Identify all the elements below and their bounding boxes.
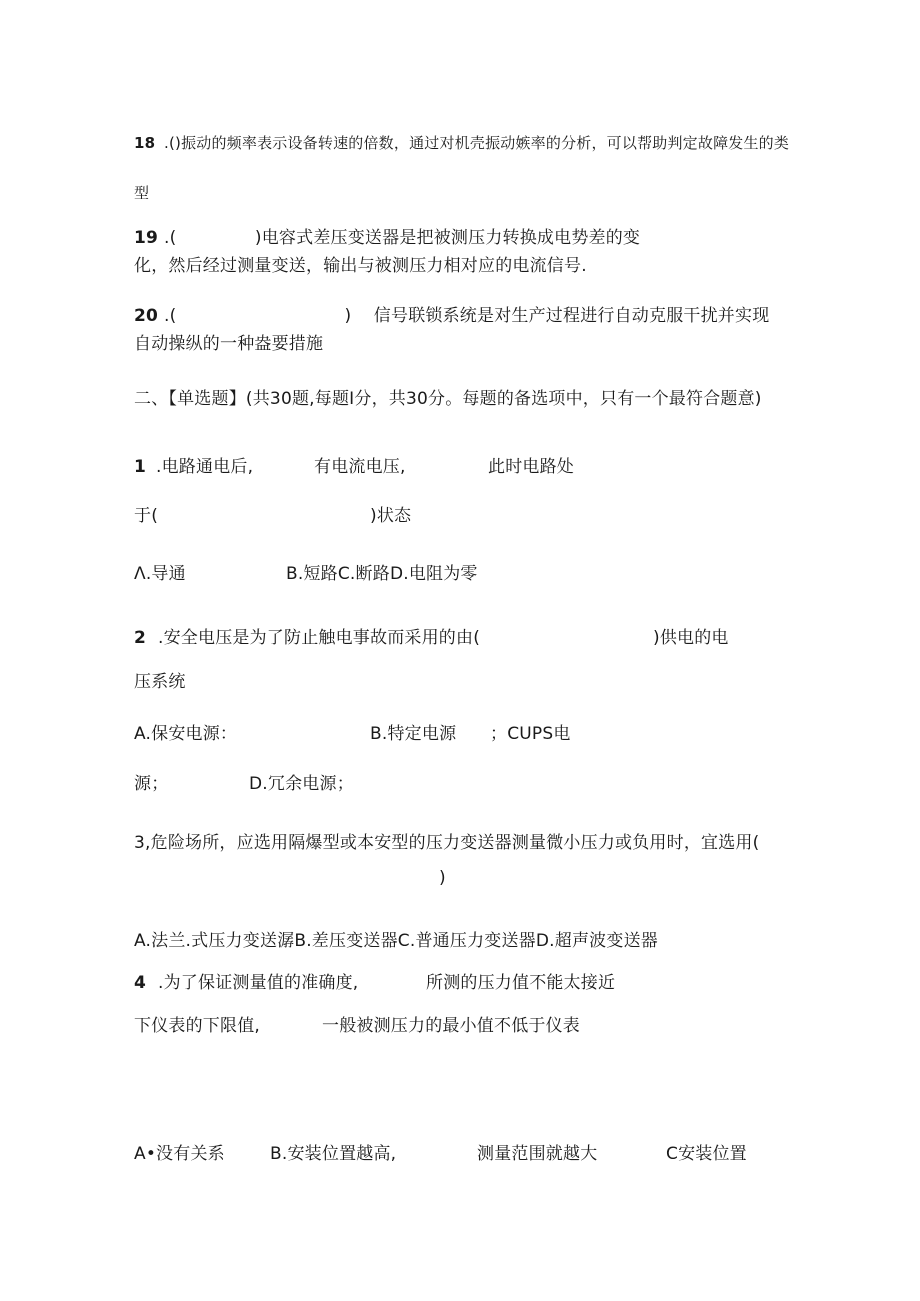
mc-question-4-option-c: C安装位置 <box>666 1144 747 1164</box>
mc-question-1-text-c: 此时电路处 <box>488 457 574 477</box>
mc-question-4-text-b: 所测的压力值不能太接近 <box>426 973 616 993</box>
mc-question-1-line2-b: )状态 <box>370 506 412 526</box>
mc-question-4-number: 4 <box>134 973 147 993</box>
mc-question-2-text-a: .安全电压是为了防止触电事故而采用的由( <box>158 628 481 648</box>
mc-question-2-text-b: )供电的电 <box>653 628 729 648</box>
mc-question-2-line2: 压系统 <box>134 672 186 692</box>
mc-question-1-text-a: .电路通电后, <box>156 457 254 477</box>
mc-question-4-text-a: .为了保证测量值的准确度, <box>158 973 359 993</box>
mc-question-2-number: 2 <box>134 628 147 648</box>
mc-question-4-option-a: A•没有关系 <box>134 1144 225 1164</box>
question-19-number: 19 <box>134 228 159 248</box>
mc-question-2-option-c: ；CUPS电 <box>490 724 571 744</box>
mc-question-1-line2-a: 于( <box>134 506 159 526</box>
mc-question-3-line2: ) <box>439 868 446 888</box>
mc-question-4-line2-a: 下仪表的下限值, <box>134 1016 261 1036</box>
mc-question-1-option-a: Λ.导通 <box>134 564 186 584</box>
mc-question-2-option-b: B.特定电源 <box>370 724 457 744</box>
mc-question-3-options: A.法兰.式压力变送潺B.差压变送器C.普通压力变送器D.超声波变送器 <box>134 931 658 951</box>
mc-question-1-options-bcd: B.短路C.断路D.电阻为零 <box>286 564 478 584</box>
mc-question-4-option-b: B.安装位置越高, <box>270 1144 397 1164</box>
mc-question-3-text: 3,危险场所，应选用隔爆型或本安型的压力变送器测量微小压力或负用时，宜选用( <box>134 833 760 853</box>
mc-question-4-option-b-continued: 测量范围就越大 <box>477 1144 598 1164</box>
question-18-text: .()振动的频率表示设备转速的倍数，通过对机壳振动嫉率的分析，可以帮助判定故障发生的类 <box>164 134 790 152</box>
mc-question-2-option-c-continued: 源； <box>134 774 169 794</box>
mc-question-2-option-d: D.冗余电源； <box>249 774 354 794</box>
section-heading-single-choice: 二、【单选题】(共30题,每题I分，共30分。每题的备选项中，只有一个最符合题意) <box>134 389 762 409</box>
question-20-number: 20 <box>134 306 159 326</box>
mc-question-2-option-a: A.保安电源： <box>134 724 238 744</box>
question-20-text-continued: 自动操纵的一种盎要措施 <box>134 334 324 354</box>
mc-question-4-line2-b: 一般被测压力的最小值不低于仪表 <box>322 1016 580 1036</box>
mc-question-1-number: 1 <box>134 457 147 477</box>
question-19-text: .( )电容式差压变送器是把被测压力转换成电势差的变 <box>164 228 641 248</box>
mc-question-1-text-b: 有电流电压, <box>314 457 406 477</box>
question-18-number: 18 <box>134 134 156 152</box>
question-19-text-continued: 化，然后经过测量变送，输出与被测压力相对应的电流信号. <box>134 256 587 276</box>
question-18-text-continued: 型 <box>134 184 150 202</box>
question-20-text: .( ) 信号联锁系统是对生产过程进行自动克服干扰并实现 <box>164 306 770 326</box>
